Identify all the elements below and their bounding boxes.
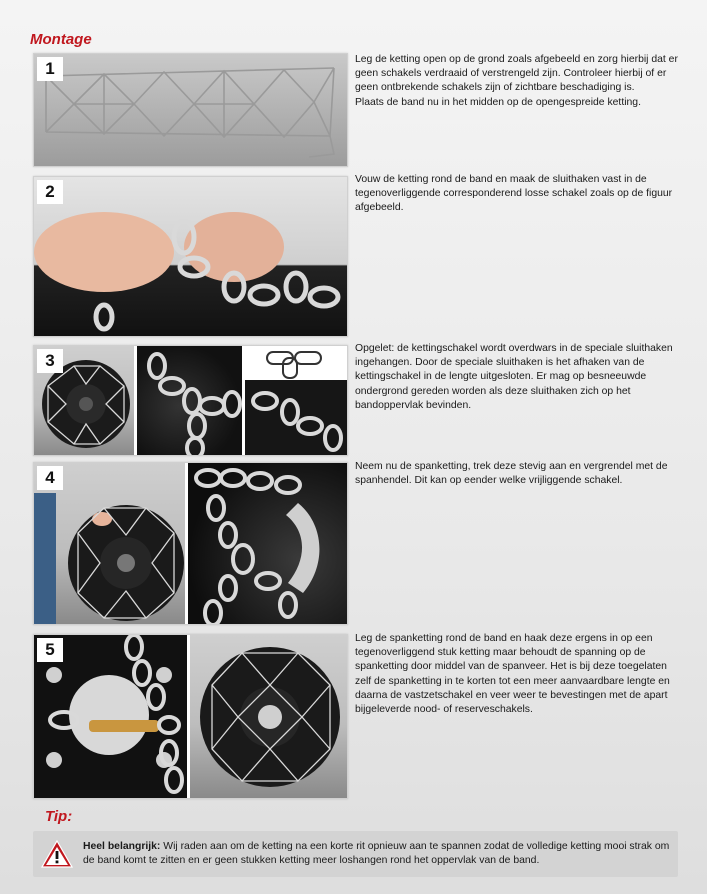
- step-3-description: [355, 342, 680, 413]
- warning-triangle-icon: [41, 840, 73, 868]
- tip-text: [83, 840, 673, 868]
- page-title: Montage: [30, 31, 92, 48]
- step-number: 3: [37, 349, 63, 373]
- step-4-paragraph-1: Neem nu de spanketting, trek deze stevig aan en vergrendel met de spanhendel. Dit kan op eender welke vrijliggende schakel.: [355, 461, 668, 487]
- chain-on-floor-photo: [34, 54, 347, 166]
- tip-body: Wij raden aan om de ketting na een korte rit opnieuw aan te spannen zodat de volledige ketting mooi strak om de band komt te zitten en er geen stukken ketting meer loshangen rond het oppervlak van de band.: [83, 841, 670, 867]
- step-2-image: [33, 176, 348, 337]
- step-3-paragraph-1: Opgelet: de kettingschakel wordt overdwars in de speciale sluithaken ingehangen. Door de speciale sluithaken is het afhaken van de kettingschakel in de lengte uitgesloten. Er mag op besneeuwde ondergrond gereden worden als deze sluithaken zich op het bandoppervlak bevinden.: [355, 343, 673, 411]
- step-1-paragraph-1: Leg de ketting open op de grond zoals afgebeeld en zorg hierbij dat er geen schakels verdraaid of verstrengeld zijn. Controleer hierbij of er geen ontbrekende schakels zijn of zichtbare beschadiging is.: [355, 54, 678, 94]
- tip-title: Tip:: [45, 808, 73, 825]
- step-5-image: [33, 634, 348, 799]
- step-2-description: [355, 173, 680, 216]
- step-number: 1: [37, 57, 63, 81]
- step-number: 2: [37, 180, 63, 204]
- tip-label: Heel belangrijk:: [83, 841, 161, 852]
- step-5-paragraph-1: Leg de spanketting rond de band en haak deze ergens in op een tegenoverliggend stuk ketting maar behoudt de spanning op de spanketting door middel van de spanveer. Het is bij deze toegelaten zelf de spanketting in te korten tot een meer aanvaardbare lengte en daarna de vastzetschakel en veer weer te bevestingen met de apart bijgeleverde nood- of reserveschakels.: [355, 633, 670, 716]
- step-2-paragraph-1: Vouw de ketting rond de band en maak de sluithaken vast in de tegenoverliggende corresponderend losse schakel zoals op de figuur afgebeeld.: [355, 174, 673, 214]
- step-3-image: [33, 345, 348, 456]
- step-4-image: [33, 462, 348, 625]
- step-number: 4: [37, 466, 63, 490]
- tip-box: [33, 831, 678, 877]
- hands-chain-photo: [34, 177, 347, 336]
- step-5-description: [355, 632, 680, 717]
- finished-tire-photo: [190, 635, 347, 798]
- tension-lever-photo: [188, 463, 347, 624]
- special-hook-icon: [267, 352, 321, 378]
- step-1-description: [355, 53, 680, 110]
- step-number: 5: [37, 638, 63, 662]
- hook-detail-photo-2: [245, 346, 347, 455]
- step-1-paragraph-2: Plaats de band nu in het midden op de opengespreide ketting.: [355, 96, 641, 108]
- step-4-description: [355, 460, 680, 488]
- step-1-image: [33, 53, 348, 167]
- hook-detail-photo: [137, 346, 242, 455]
